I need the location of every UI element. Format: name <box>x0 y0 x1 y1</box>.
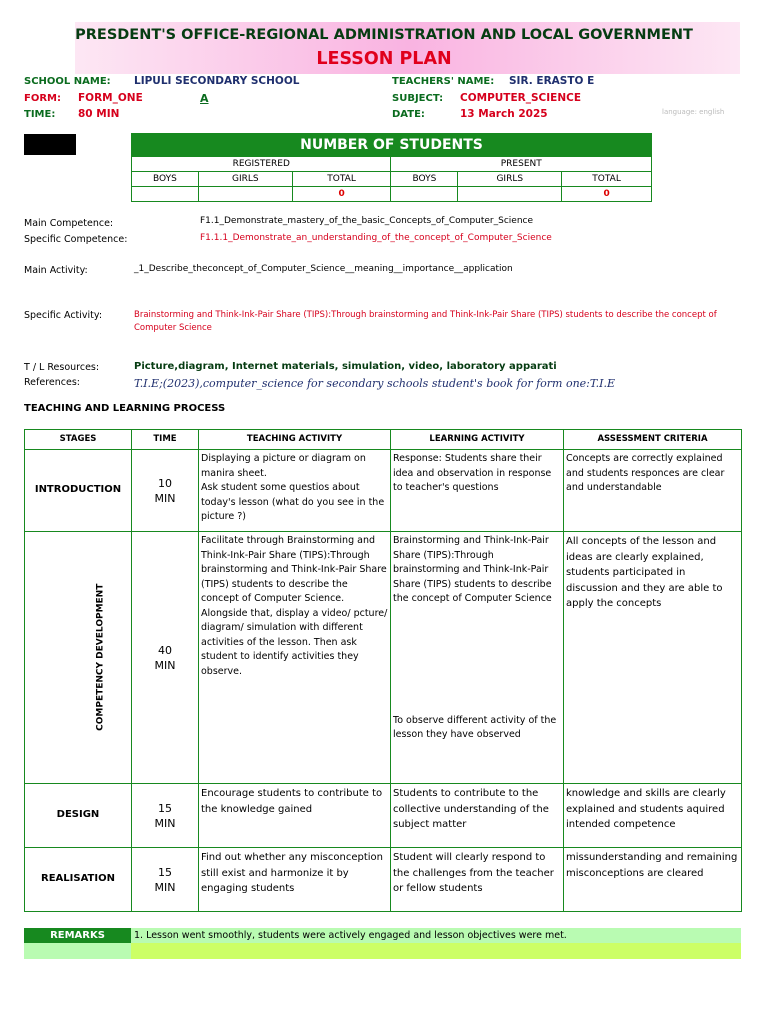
process-heading: TEACHING AND LEARNING PROCESS <box>24 403 226 414</box>
assessment-criteria-cell: Concepts are correctly explained and students responces are clear and understandable <box>564 450 742 532</box>
assessment-criteria-cell: missunderstanding and remaining misconceptions are cleared <box>564 848 742 912</box>
language-note: language: english <box>662 108 725 116</box>
stage-competency-development <box>25 532 132 784</box>
teaching-activity-cell: Displaying a picture or diagram on manira sheet. Ask student some questios about today's lesson (what do you see in the picture ?) <box>199 450 391 532</box>
teacher-name-value: SIR. ERASTO E <box>509 75 595 87</box>
registered-total-header: TOTAL <box>292 172 391 187</box>
registered-boys-cell <box>132 187 199 202</box>
resources-value: Picture,diagram, Internet materials, simulation, video, laboratory apparati <box>134 361 557 372</box>
main-activity-value: _1_Describe_theconcept_of_Computer_Science__meaning__importance__application <box>134 264 513 274</box>
teaching-activity-cell: Facilitate through Brainstorming and Think-Ink-Pair Share (TIPS):Through brainstorming and Think-Ink-Pair Share (TIPS) students to describe the concept of Computer Science. Alongside that, display a video/ pcture/ diagram/ simulation with different activities of the lesson. Then ask student to identify activities they observe. <box>199 532 391 784</box>
students-heading: NUMBER OF STUDENTS <box>132 134 652 157</box>
table-row <box>25 532 742 784</box>
col-time: TIME <box>132 430 199 450</box>
registered-boys-header: BOYS <box>132 172 199 187</box>
time-value: 10 <box>158 476 172 490</box>
date-value: 13 March 2025 <box>460 108 548 120</box>
present-total-header: TOTAL <box>562 172 652 187</box>
subject-value: COMPUTER_SCIENCE <box>460 92 581 104</box>
remarks-label: REMARKS <box>24 928 131 943</box>
stream-value: A <box>200 92 209 105</box>
redacted-box <box>24 134 76 155</box>
specific-activity-label: Specific Activity: <box>24 310 103 321</box>
main-competence-value: F1.1_Demonstrate_mastery_of_the_basic_Concepts_of_Computer_Science <box>200 216 534 226</box>
present-boys-cell <box>391 187 458 202</box>
time-cell <box>132 450 199 532</box>
time-cell <box>132 848 199 912</box>
main-activity-label: Main Activity: <box>24 265 88 276</box>
learning-activity-extra: To observe different activity of the lesson they have observed <box>393 714 557 740</box>
school-name-value: LIPULI SECONDARY SCHOOL <box>134 75 300 87</box>
stage-realisation: REALISATION <box>25 848 132 912</box>
teaching-activity-cell: Encourage students to contribute to the knowledge gained <box>199 784 391 848</box>
time-unit: MIN <box>154 491 176 505</box>
present-total-cell: 0 <box>562 187 652 202</box>
process-table <box>24 429 742 912</box>
remarks-empty-right <box>131 943 741 959</box>
specific-competence-label: Specific Competence: <box>24 234 128 245</box>
assessment-criteria-cell: knowledge and skills are clearly explained and students aquired intended competence <box>564 784 742 848</box>
teacher-name-label: TEACHERS' NAME: <box>392 76 495 87</box>
header-title: PRESDENT'S OFFICE-REGIONAL ADMINISTRATION AND LOCAL GOVERNMENT <box>75 27 693 43</box>
col-learning-activity: LEARNING ACTIVITY <box>391 430 564 450</box>
form-value: FORM_ONE <box>78 92 143 104</box>
registered-total-cell: 0 <box>292 187 391 202</box>
time-unit: MIN <box>154 880 176 894</box>
school-name-label: SCHOOL NAME: <box>24 76 111 87</box>
remarks-text: 1. Lesson went smoothly, students were actively engaged and lesson objectives were met. <box>134 930 567 941</box>
table-row <box>25 848 742 912</box>
stage-design: DESIGN <box>25 784 132 848</box>
registered-header: REGISTERED <box>132 157 391 172</box>
present-boys-header: BOYS <box>391 172 458 187</box>
learning-activity-cell <box>391 532 564 784</box>
teaching-activity-cell: Find out whether any misconception still exist and harmonize it by engaging students <box>199 848 391 912</box>
resources-label: T / L Resources: <box>24 362 100 373</box>
remarks-empty-left <box>24 943 131 959</box>
main-competence-label: Main Competence: <box>24 218 114 229</box>
time-cell <box>132 532 199 784</box>
present-header: PRESENT <box>391 157 652 172</box>
references-value: T.I.E;(2023),computer_science for secondary schools student's book for form one:T.I.E <box>134 377 615 390</box>
time-cell <box>132 784 199 848</box>
present-girls-cell <box>458 187 562 202</box>
registered-girls-header: GIRLS <box>198 172 292 187</box>
stage-introduction: INTRODUCTION <box>25 450 132 532</box>
specific-activity-value: Brainstorming and Think-Ink-Pair Share (TIPS):Through brainstorming and Think-Ink-Pair Share (TIPS) students to describe the concept of Computer Science <box>134 310 717 333</box>
learning-activity-cell: Students to contribute to the collective understanding of the subject matter <box>391 784 564 848</box>
students-table <box>131 133 652 202</box>
time-label: TIME: <box>24 109 56 120</box>
specific-competence-value: F1.1.1_Demonstrate_an_understanding_of_the_concept_of_Computer_Science <box>200 233 552 243</box>
table-row <box>25 450 742 532</box>
time-unit: MIN <box>154 816 176 830</box>
time-unit: MIN <box>154 658 176 672</box>
time-value: 80 MIN <box>78 108 120 120</box>
subject-label: SUBJECT: <box>392 93 444 104</box>
stage-competency-development-label: COMPETENCY DEVELOPMENT <box>95 583 106 732</box>
col-assessment-criteria: ASSESSMENT CRITERIA <box>564 430 742 450</box>
form-label: FORM: <box>24 93 61 104</box>
lesson-plan-title: LESSON PLAN <box>316 49 452 69</box>
col-teaching-activity: TEACHING ACTIVITY <box>199 430 391 450</box>
registered-girls-cell <box>198 187 292 202</box>
table-row <box>25 784 742 848</box>
present-girls-header: GIRLS <box>458 172 562 187</box>
learning-activity-text: Brainstorming and Think-Ink-Pair Share (TIPS):Through brainstorming and Think-Ink-Pair Share (TIPS) students to describe the concept of Computer Science <box>393 535 552 604</box>
col-stages: STAGES <box>25 430 132 450</box>
time-value: 40 <box>158 643 172 657</box>
assessment-criteria-cell: All concepts of the lesson and ideas are clearly explained, students participated in discussion and they are able to apply the concepts <box>564 532 742 784</box>
time-value: 15 <box>158 801 172 815</box>
time-value: 15 <box>158 865 172 879</box>
references-label: References: <box>24 377 80 388</box>
date-label: DATE: <box>392 109 425 120</box>
learning-activity-cell: Response: Students share their idea and observation in response to teacher's questions <box>391 450 564 532</box>
learning-activity-cell: Student will clearly respond to the challenges from the teacher or fellow students <box>391 848 564 912</box>
